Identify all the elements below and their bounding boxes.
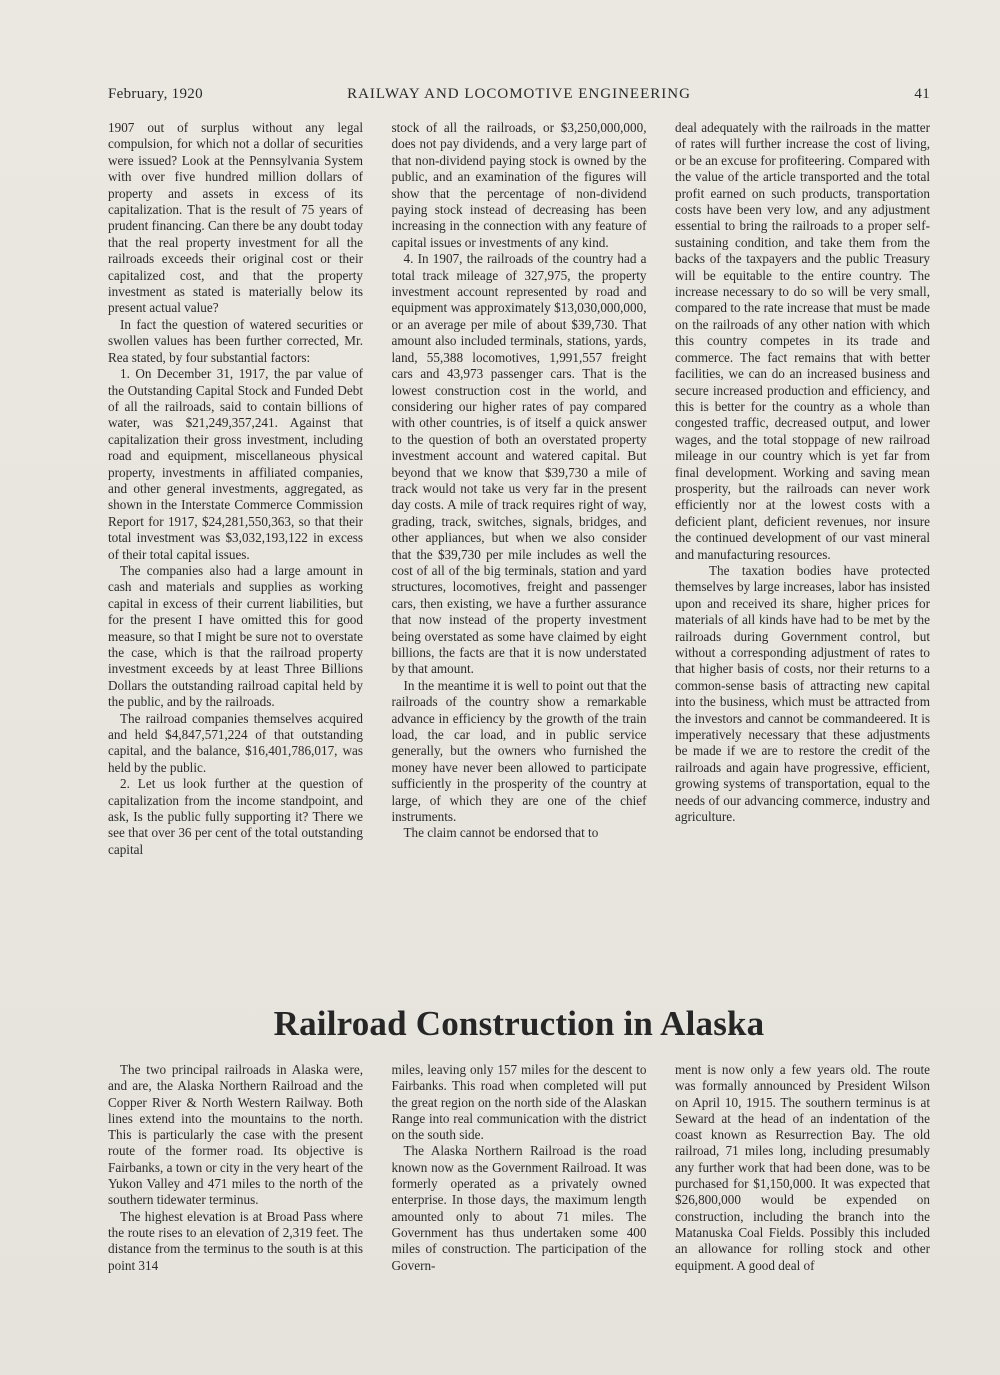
- paragraph: stock of all the railroads, or $3,250,000,000, does not pay dividends, and a very large part of that non-dividend paying stock is owned by the public, and an examination of the figures will show that the percentage of non-dividend paying stock instead of decreasing has been increasing in the connection with any feature of capital issues or investments of any kind.: [391, 120, 647, 250]
- article-column-2: [392, 120, 647, 968]
- paragraph: 1907 out of surplus without any legal compulsion, for which not a dollar of securities were issued? Look at the Pennsylvania System with over five hundred million dollars of property and assets in excess of its capitalization. That is the result of 75 years of prudent financing. Can there be any doubt today that the real property investment for all the railroads exceeds their original cost or their capitalized cost, and that the property investment as stated is materially below its present actual value?: [108, 120, 363, 316]
- article-column-3: [675, 1062, 930, 1304]
- paragraph: ment is now only a few years old. The route was formally announced by President Wilson on April 10, 1915. The southern terminus is at Seward at the head of an indentation of the coast known as Resurrection Bay. The old railroad, 71 miles long, including presumably any further work that had been done, was to be purchased for $1,150,000. It was expected that $26,800,000 would be expended on construction, including the branch into the Matanuska Coal Fields. Possibly this included an allowance for rolling stock and other equipment. A good deal of: [675, 1062, 930, 1273]
- paragraph: The Alaska Northern Railroad is the road known now as the Government Railroad. It was formerly operated as a privately owned enterprise. In those days, the maximum length amounted only to about 71 miles. The Government has thus undertaken some 400 miles of construction. The participation of the Govern-: [391, 1143, 647, 1273]
- article-column-3: [675, 120, 930, 968]
- paragraph: miles, leaving only 157 miles for the descent to Fairbanks. This road when completed will put the great region on the north side of the Alaskan Range into real communication with the district on the south side.: [391, 1062, 647, 1143]
- paragraph: The highest elevation is at Broad Pass where the route rises to an elevation of 2,319 feet. The distance from the terminus to the south is at this point 314: [108, 1208, 363, 1273]
- paragraph: The two principal railroads in Alaska were, and are, the Alaska Northern Railroad and the Copper River & North Western Railway. Both lines extend into the mountains to the north. This is particularly the case with the present route of the former road. Its objective is Fairbanks, a town or city in the very heart of the Yukon Valley and 471 miles to the north of the southern tidewater terminus.: [108, 1062, 363, 1208]
- paragraph: In fact the question of watered securities or swollen values has been further corrected, Mr. Rea stated, by four substantial factors:: [108, 316, 363, 365]
- article-column-1: [108, 1062, 363, 1304]
- journal-title: RAILWAY AND LOCOMOTIVE ENGINEERING: [347, 86, 691, 102]
- paragraph: The claim cannot be endorsed that to: [403, 825, 599, 841]
- page-number: 41: [914, 86, 930, 102]
- paragraph: 2. Let us look further at the question of capitalization from the income standpoint, and ask, Is the public fully supporting it? There we see that over 36 per cent of the total outstanding capital: [108, 776, 363, 857]
- paragraph: The railroad companies themselves acquired and held $4,847,571,224 of that outstanding capital, and the balance, $16,401,786,017, was held by the public.: [108, 710, 363, 775]
- paragraph: deal adequately with the railroads in the matter of rates will further increase the cost of living, or be an excuse for profiteering. Compared with the value of the article transported and the total profit earned on such products, transportation costs have been very low, and any adjustment essential to bring the railroads to a proper self-sustaining condition, and take them from the backs of the taxpayers and the public Treasury will be equitable to the entire country. The increase necessary to do so will be very small, compared to the rate increase that must be made on the railroads of any other nation with which this country competes in its trade and commerce. The fact remains that with better facilities, we can do an increased business and secure increased production and efficiency, and this is better for the country as a whole than congested traffic, decreased output, and lower wages, and the total stoppage of new railroad mileage in our country which is yet far from final development. Working and saving mean prosperity, but the railroads can never work efficiently nor at the lowest costs with a deficient plant, deficient revenues, nor insure the continued development of our vast mineral and manufacturing resources.: [675, 120, 930, 562]
- running-head: [108, 86, 930, 108]
- article-headline: Railroad Construction in Alaska: [273, 1004, 765, 1043]
- issue-date: February, 1920: [108, 86, 203, 102]
- article-continuation: [108, 120, 930, 968]
- article-column-1: [108, 120, 363, 968]
- paragraph: 4. In 1907, the railroads of the country had a total track mileage of 327,975, the property investment account represented by road and equipment was approximately $13,030,000,000, or an average per mile of about $39,730. That amount also included terminals, stations, yards, land, 55,388 locomotives, 1,991,557 freight cars and 43,973 passenger cars. That is the lowest construction cost in the world, and considering our higher rates of pay compared with other countries, is of itself a quick answer to the question of both an overstated property investment account and watered capital. But beyond that we know that $39,730 a mile of track would not take us very far in the present day costs. A mile of track requires right of way, grading, track, switches, signals, bridges, and other appliances, but when we also consider that the $39,730 per mile includes as well the cost of all of the big terminals, station and yard structures, locomotives, freight and passenger cars, then existing, we have a further assurance that now instead of the property investment being overstated as some have claimed by eight billions, the facts are that it is now understated by that amount.: [391, 251, 647, 677]
- article-column-2: [392, 1062, 647, 1304]
- alaska-article: [108, 1062, 930, 1304]
- paragraph: The taxation bodies have protected themselves by large increases, labor has insisted upon and received its share, higher prices for materials of all kinds have had to be met by the railroads during Government control, but without a corresponding adjustment of rates to that higher basis of costs, nor their returns to a common-sense basis of attracting new capital into the business, which must be attracted from the investors and cannot be commandeered. It is imperatively necessary that these adjustments be made if we are to restore the credit of the railroads and again have progressive, efficient, growing systems of transportation, equal to the needs of our advancing commerce, industry and agriculture.: [675, 562, 930, 825]
- paragraph: In the meantime it is well to point out that the railroads of the country show a remarkable advance in efficiency by the growth of the train load, the car load, and in public service generally, but the owners who furnished the money have never been allowed to participate sufficiently in the prosperity of the country at large, of which they are one of the chief instruments.: [391, 677, 647, 825]
- paragraph: The companies also had a large amount in cash and materials and supplies as working capital in excess of their current liabilities, but for the present I have omitted this for good measure, so that I might be sure not to overstate the case, which is that the railroad property investment exceeds by at least Three Billions Dollars the outstanding railroad capital held by the public, and by the railroads.: [108, 562, 363, 710]
- paragraph: 1. On December 31, 1917, the par value of the Outstanding Capital Stock and Funded Debt of all the railroads, said to contain billions of water, was $21,249,357,241. Against that capitalization their gross investment, including road and equipment, miscellaneous physical property, investments in affiliated companies, and other general investments, aggregated, as shown in the Interstate Commerce Commission Report for 1917, $24,281,550,363, so that their total investment was $3,032,193,122 in excess of their total capital issues.: [108, 366, 363, 562]
